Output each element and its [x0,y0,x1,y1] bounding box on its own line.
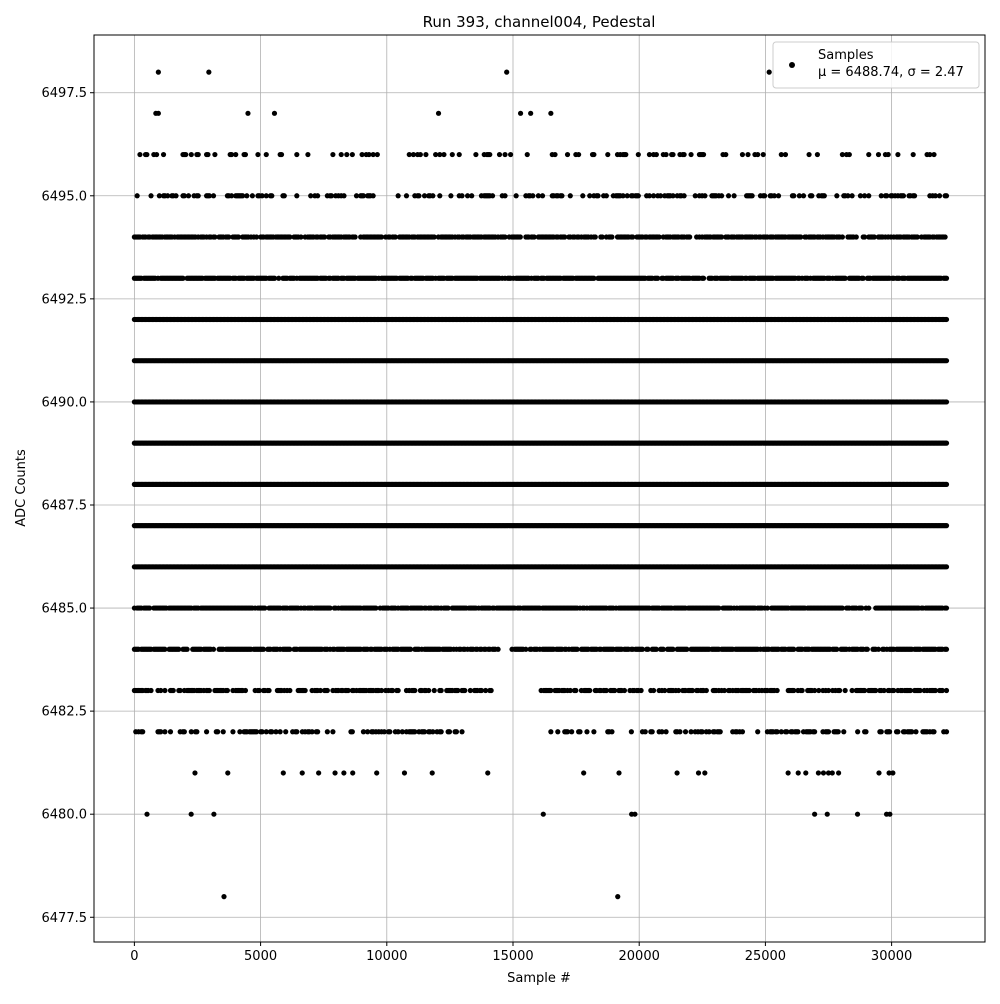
data-point [332,770,337,775]
data-point [577,729,582,734]
data-point [638,688,643,693]
data-point [148,688,153,693]
x-axis-label: Sample # [507,971,571,986]
data-point [795,729,800,734]
data-point [830,770,835,775]
data-point [144,812,149,817]
data-point [683,729,688,734]
data-point [266,688,271,693]
data-point [841,729,846,734]
data-point [283,729,288,734]
data-point [541,812,546,817]
data-point [316,770,321,775]
data-point [462,688,467,693]
data-point [341,770,346,775]
data-point [816,770,821,775]
data-point [643,729,648,734]
data-point [895,729,900,734]
y-axis-label: ADC Counts [14,449,29,527]
data-point [702,770,707,775]
data-point [185,647,190,652]
data-point [650,729,655,734]
data-point [162,688,167,693]
data-point [182,729,187,734]
data-point [243,688,248,693]
data-point [944,482,949,487]
data-point [454,729,459,734]
data-point [211,812,216,817]
data-point [573,688,578,693]
data-point [887,812,892,817]
data-point [192,770,197,775]
data-point [194,729,199,734]
data-point [803,770,808,775]
data-point [913,729,918,734]
data-point [548,729,553,734]
data-point [215,729,220,734]
data-point [944,441,949,446]
data-point [303,688,308,693]
grid-lines [94,35,985,942]
data-point [225,688,230,693]
data-point [207,688,212,693]
data-point [826,729,831,734]
data-point [325,688,330,693]
data-point [629,729,634,734]
data-point [944,523,949,528]
data-point [836,729,841,734]
data-point [775,688,780,693]
data-point [171,688,176,693]
data-point [718,729,723,734]
data-point [616,770,621,775]
data-point [704,688,709,693]
data-point [569,729,574,734]
data-point [230,729,235,734]
data-point [281,770,286,775]
data-point [615,894,620,899]
data-point [489,688,494,693]
data-point [622,688,627,693]
data-point [294,729,299,734]
data-point [825,812,830,817]
data-point [786,770,791,775]
data-point [325,729,330,734]
data-point [162,729,167,734]
data-point [812,812,817,817]
data-point [944,688,949,693]
data-point [439,729,444,734]
data-point [225,770,230,775]
data-point [287,688,292,693]
data-point [211,647,216,652]
data-point [430,770,435,775]
data-point [591,729,596,734]
data-point [609,729,614,734]
data-points [132,70,949,900]
data-point [674,770,679,775]
data-point [485,770,490,775]
data-point [863,729,868,734]
data-point [632,812,637,817]
data-point [843,688,848,693]
data-point [866,605,871,610]
data-point [300,770,305,775]
data-point [855,729,860,734]
data-point [374,770,379,775]
data-point [426,688,431,693]
data-point [755,729,760,734]
data-point [447,729,452,734]
data-point [944,399,949,404]
data-point [350,729,355,734]
data-point [555,729,560,734]
data-point [865,647,870,652]
data-point [387,729,392,734]
chart-title: Run 393, channel004, Pedestal [423,13,656,31]
data-point [140,729,145,734]
data-point [944,605,949,610]
data-point [890,770,895,775]
data-point [587,688,592,693]
data-point [204,729,209,734]
data-point [459,729,464,734]
data-point [696,770,701,775]
data-point [876,770,881,775]
data-point [837,688,842,693]
data-point [740,729,745,734]
data-point [315,729,320,734]
data-point [402,770,407,775]
data-point [496,647,501,652]
data-point [168,729,173,734]
data-point [581,770,586,775]
data-point [439,688,444,693]
data-point [221,729,226,734]
data-point [931,729,936,734]
data-point [396,688,401,693]
data-point [800,688,805,693]
data-point [651,688,656,693]
data-point [278,729,283,734]
data-point [887,729,892,734]
data-point [189,812,194,817]
data-point [812,729,817,734]
data-point [836,770,841,775]
data-point [221,894,226,899]
data-point [944,564,949,569]
data-point [855,812,860,817]
data-point [663,729,668,734]
data-point [944,729,949,734]
data-point [412,688,417,693]
data-point [584,729,589,734]
data-point [432,688,437,693]
data-point [350,770,355,775]
data-point [821,770,826,775]
data-point [879,729,884,734]
data-point [944,647,949,652]
data-point [796,770,801,775]
data-point [677,729,682,734]
data-point [330,729,335,734]
